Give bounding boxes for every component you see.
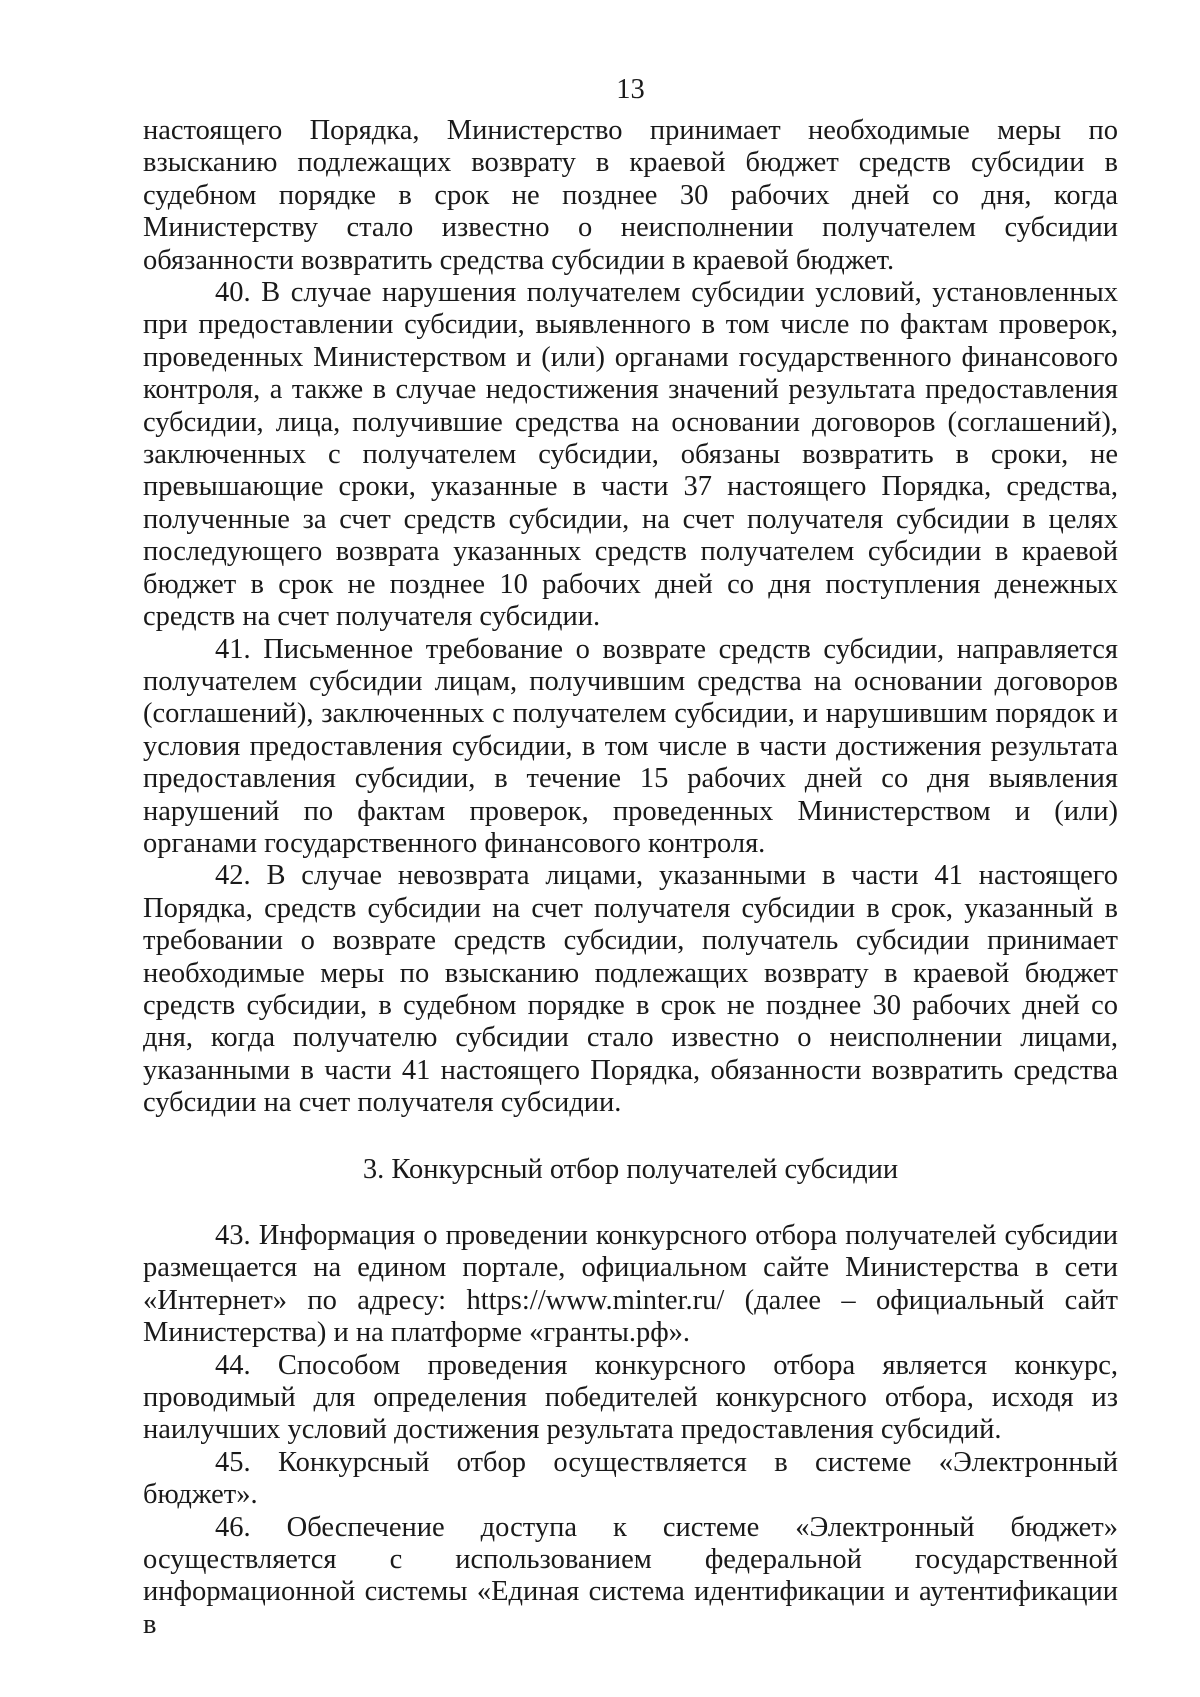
page-number: 13 bbox=[616, 74, 645, 105]
section-heading: 3. Конкурсный отбор получателей субсидии bbox=[362, 1153, 899, 1185]
paragraph-39-continuation: настоящего Порядка, Министерство принимает необходимые меры по взысканию подлежащих возврату в краевой бюджет средств субсидии в судебном порядке в срок не позднее 30 рабочих дней со дня, когда Министерству стало известно о неисполнении получателем субсидии обязанности возвратить средства субсидии в краевой бюджет. bbox=[143, 115, 1118, 276]
paragraph-41: 41. Письменное требование о возврате средств субсидии, направляется получателем субсидии лицам, получившим средства на основании договоров (соглашений), заключенных с получателем субсидии, и нарушившим порядок и условия предоставления субсидии, в том числе в части достижения результата предоставления субсидии, в течение 15 рабочих дней со дня выявления нарушений по фактам проверок, проведенных Министерством и (или) органами государственного финансового контроля. bbox=[143, 633, 1118, 859]
paragraph-42: 42. В случае невозврата лицами, указанными в части 41 настоящего Порядка, средств субсидии на счет получателя субсидии в срок, указанный в требовании о возврате средств субсидии, получатель субсидии принимает необходимые меры по взысканию подлежащих возврату в краевой бюджет средств субсидии, в судебном порядке в срок не позднее 30 рабочих дней со дня, когда получателю субсидии стало известно о неисполнении лицами, указанными в части 41 настоящего Порядка, обязанности возвратить средства субсидии на счет получателя субсидии. bbox=[143, 860, 1118, 1119]
paragraph-45: 45. Конкурсный отбор осуществляется в системе «Электронный бюджет». bbox=[143, 1446, 1118, 1511]
paragraph-40: 40. В случае нарушения получателем субсидии условий, установленных при предоставлении субсидии, выявленного в том числе по фактам проверок, проведенных Министерством и (или) органами государственного финансового контроля, а также в случае недостижения значений результата предоставления субсидии, лица, получившие средства на основании договоров (соглашений), заключенных с получателем субсидии, обязаны возвратить в сроки, не превышающие сроки, указанные в части 37 настоящего Порядка, средства, полученные за счет средств субсидии, на счет получателя субсидии в целях последующего возврата указанных средств получателем субсидии в краевой бюджет в срок не позднее 10 рабочих дней со дня поступления денежных средств на счет получателя субсидии. bbox=[143, 277, 1118, 633]
paragraph-46: 46. Обеспечение доступа к системе «Электронный бюджет» осуществляется с использованием федеральной государственной информационной системы «Единая система идентификации и аутентификации в bbox=[143, 1511, 1118, 1640]
paragraph-43: 43. Информация о проведении конкурсного отбора получателей субсидии размещается на едином портале, официальном сайте Министерства в сети «Интернет» по адресу: https://www.minter.ru/ (далее – официальный сайт Министерства) и на платформе «гранты.рф». bbox=[143, 1220, 1118, 1349]
document-page bbox=[143, 68, 1118, 1641]
paragraph-44: 44. Способом проведения конкурсного отбора является конкурс, проводимый для определения победителей конкурсного отбора, исходя из наилучших условий достижения результата предоставления субсидий. bbox=[143, 1349, 1118, 1446]
